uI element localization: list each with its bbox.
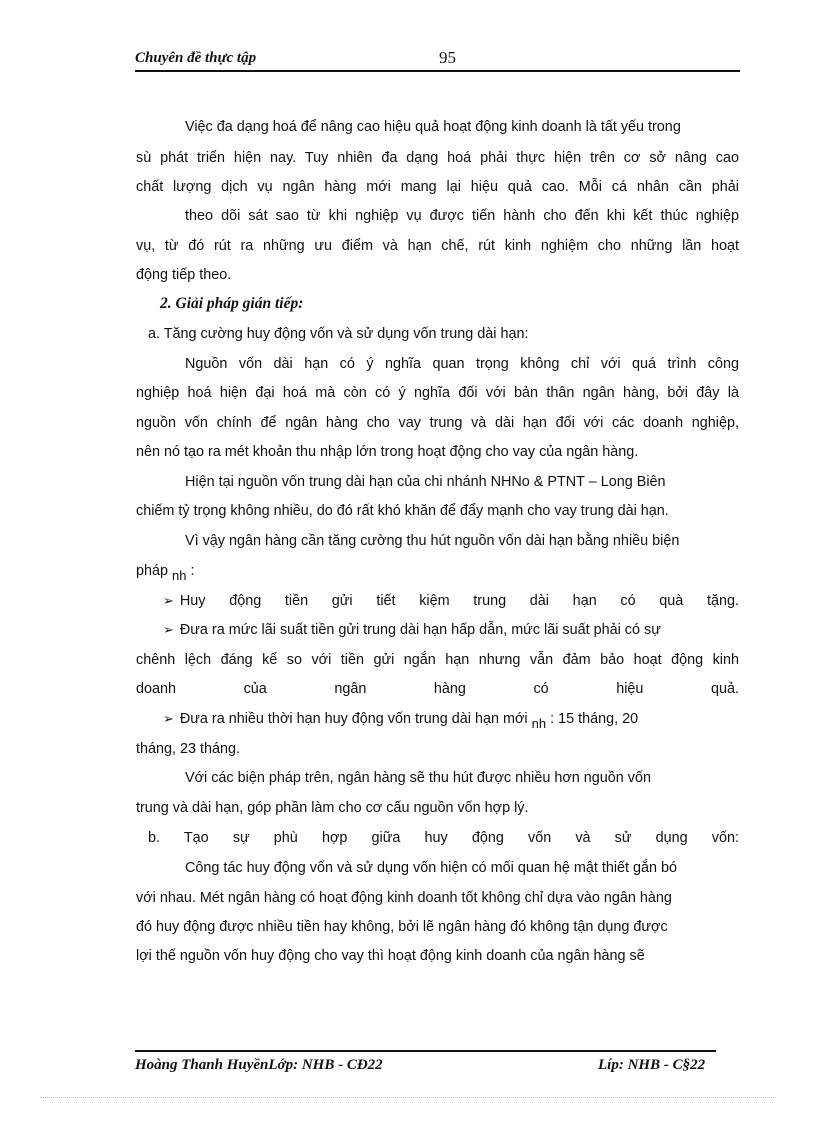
- bullet-line: [163, 591, 739, 611]
- body-line: Với các biện pháp trên, ngân hàng sẽ thu hút được nhiều hơn nguồn vốn: [185, 770, 651, 786]
- bullet-text: : 15 tháng, 20: [550, 711, 639, 727]
- body-line: chênh lệch đáng kể so với tiền gửi ngắn hạn nhưng vẫn đảm bảo hoạt động kinh: [136, 652, 739, 668]
- page-header: [135, 48, 740, 72]
- body-line: Công tác huy động vốn và sử dụng vốn hiện có mối quan hệ mật thiết gắn bó: [185, 860, 678, 876]
- body-line: Nguồn vốn dài hạn có ý nghĩa quan trọng không chỉ với quá trình công: [185, 356, 739, 372]
- subscript-text: nh: [172, 568, 187, 583]
- bullet-text: Đưa ra nhiều thời hạn huy động vốn trung dài hạn mới: [179, 711, 528, 727]
- body-line: sù phát triển hiện nay. Tuy nhiên đa dạng hoá phải thực hiện trên cơ sở nâng cao: [136, 150, 739, 166]
- body-line: Việc đa dạng hoá để nâng cao hiệu quả hoạt động kinh doanh là tất yếu trong: [185, 119, 681, 135]
- body-line: lợi thế nguồn vốn huy động cho vay thì hoạt động kinh doanh của ngân hàng sẽ: [136, 948, 645, 964]
- bullet-line: [163, 709, 638, 729]
- footer-author: Hoàng Thanh HuyềnLớp: NHB - CĐ22: [135, 1057, 383, 1073]
- body-line: chiếm tỷ trọng không nhiều, do đó rất khó khăn để đẩy mạnh cho vay trung dài hạn.: [136, 503, 669, 519]
- page-number: 95: [439, 48, 456, 67]
- body-line: chất lượng dịch vụ ngân hàng mới mang lại hiệu quả cao. Mỗi cá nhân cần phải: [136, 179, 739, 195]
- body-line: Vì vậy ngân hàng cần tăng cường thu hút nguồn vốn dài hạn bằng nhiều biện: [185, 533, 680, 549]
- subsection-heading: b. Tạo sự phù hợp giữa huy động vốn và sử dụng vốn:: [148, 830, 739, 846]
- page-edge: [40, 1097, 776, 1098]
- bullet-line: [163, 620, 661, 640]
- body-line: với nhau. Mét ngân hàng có hoạt động kinh doanh tốt không chỉ dựa vào ngân hàng: [136, 890, 672, 906]
- bullet-text: Huy động tiền gửi tiết kiệm trung dài hạn có quà tặng.: [179, 593, 739, 609]
- footer-divider: [135, 1050, 716, 1052]
- body-line: động tiếp theo.: [136, 267, 232, 283]
- body-line: [136, 561, 194, 581]
- subsection-heading: a. Tăng cường huy động vốn và sử dụng vốn trung dài hạn:: [148, 326, 529, 342]
- body-line: trung và dài hạn, góp phần làm cho cơ cấu nguồn vốn hợp lý.: [136, 800, 529, 816]
- body-line: tháng, 23 tháng.: [136, 741, 241, 757]
- body-line: nguồn vốn chính để ngân hàng cho vay trung và dài hạn đối với các doanh nghiệp,: [136, 415, 739, 431]
- body-line: vụ, từ đó rút ra những ưu điểm và hạn chế, rút kinh nghiệm cho những lần hoạt: [136, 238, 739, 254]
- section-heading: 2. Giải pháp gián tiếp:: [160, 295, 304, 312]
- body-line: doanh của ngân hàng có hiệu quả.: [136, 681, 739, 697]
- body-line: Hiện tại nguồn vốn trung dài hạn của chi nhánh NHNo & PTNT – Long Biên: [185, 474, 666, 490]
- body-text: pháp: [136, 563, 169, 579]
- header-title: Chuyên đề thực tập: [135, 50, 257, 66]
- body-line: nghiệp hoá hiện đại hoá mà còn có ý nghĩa đối với bản thân ngân hàng, bởi đây là: [136, 385, 739, 401]
- body-line: nên nó tạo ra mét khoản thu nhập lớn trong hoạt động cho vay của ngân hàng.: [136, 444, 639, 460]
- body-line: đó huy động được nhiều tiền hay không, bởi lẽ ngân hàng đó không tận dụng được: [136, 919, 668, 935]
- body-line: theo dõi sát sao từ khi nghiệp vụ được tiến hành cho đến khi kết thúc nghiệp: [185, 208, 739, 224]
- bullet-text: Đưa ra mức lãi suất tiền gửi trung dài hạn hấp dẫn, mức lãi suất phải có sự: [179, 622, 661, 638]
- footer-class: Líp: NHB - C§22: [598, 1057, 706, 1073]
- arrow-bullet-icon: ➢: [163, 711, 174, 726]
- arrow-bullet-icon: ➢: [163, 593, 174, 608]
- body-text: :: [190, 563, 195, 579]
- subscript-text: nh: [531, 716, 547, 731]
- arrow-bullet-icon: ➢: [163, 622, 174, 637]
